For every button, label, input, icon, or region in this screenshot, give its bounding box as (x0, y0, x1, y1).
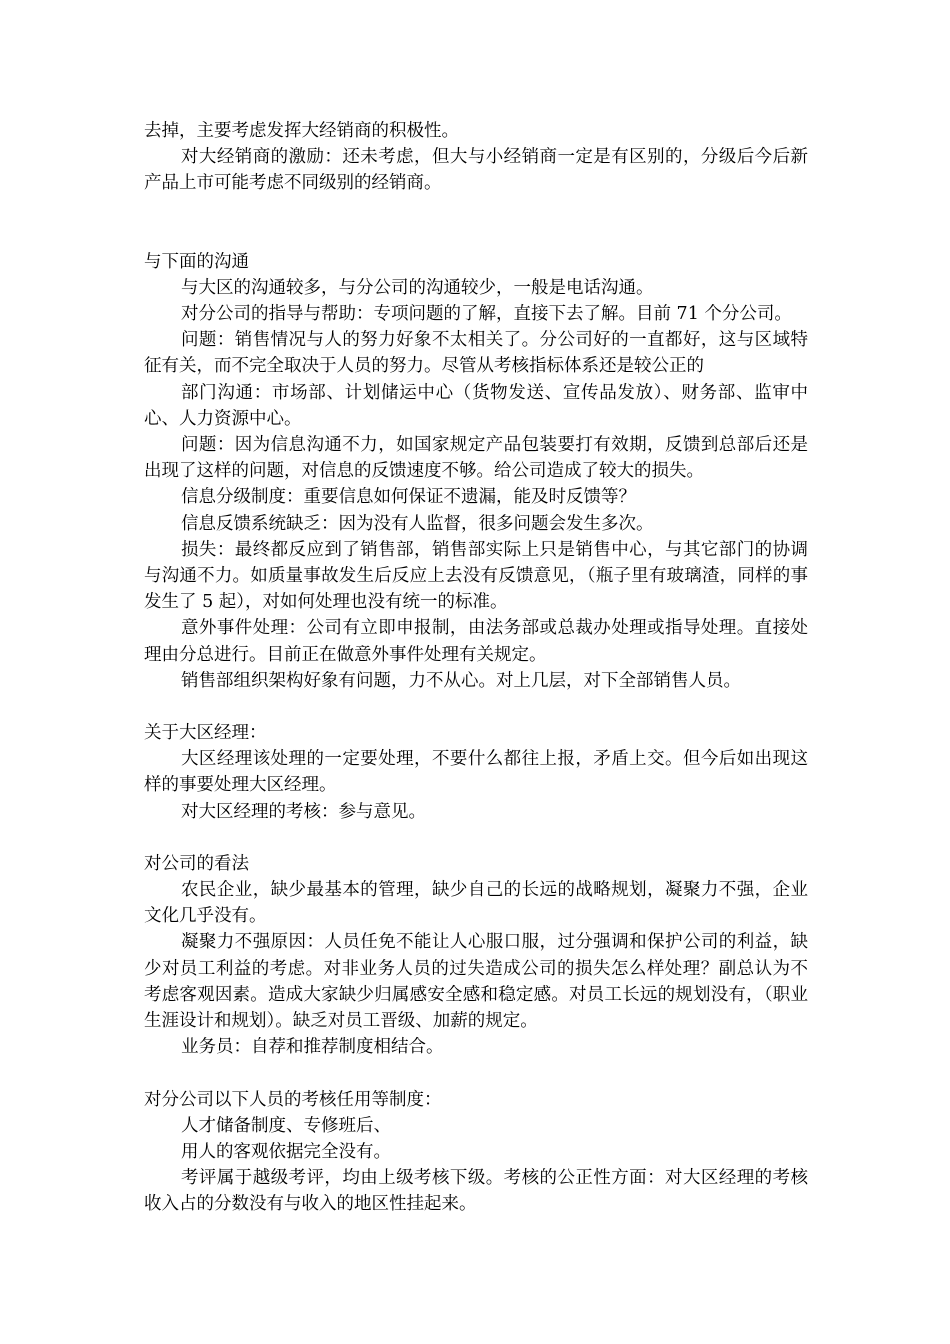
paragraph: 损失：最终都反应到了销售部，销售部实际上只是销售中心，与其它部门的协调与沟通不力。如质量事故发生后反应上去没有反馈意见，（瓶子里有玻璃渣，同样的事发生了 5 起），对如何处理也没有统一的标准。 (144, 539, 808, 613)
paragraph: 业务员：自荐和推荐制度相结合。 (181, 1037, 444, 1058)
paragraph: 部门沟通：市场部、计划储运中心（货物发送、宣传品发放）、财务部、监审中心、人力资源中心。 (144, 382, 808, 429)
paragraph: 对大经销商的激励：还未考虑，但大与小经销商一定是有区别的，分级后今后新产品上市可能考虑不同级别的经销商。 (144, 147, 808, 194)
paragraph: 考评属于越级考评，均由上级考核下级。考核的公正性方面：对大区经理的考核收入占的分数没有与收入的地区性挂起来。 (144, 1168, 808, 1215)
paragraph: 对分公司的指导与帮助：专项问题的了解，直接下去了解。目前 71 个分公司。 (181, 304, 792, 325)
paragraph: 问题：销售情况与人的努力好象不太相关了。分公司好的一直都好，这与区域特征有关，而不完全取决于人员的努力。尽管从考核指标体系还是较公正的 (144, 330, 808, 377)
section-heading: 对分公司以下人员的考核任用等制度： (144, 1089, 442, 1110)
paragraph: 信息分级制度：重要信息如何保证不遗漏，能及时反馈等？ (181, 487, 636, 508)
spacer (144, 694, 808, 720)
section-heading: 对公司的看法 (144, 853, 249, 874)
paragraph: 用人的客观依据完全没有。 (181, 1141, 391, 1162)
paragraph: 农民企业，缺少最基本的管理，缺少自己的长远的战略规划，凝聚力不强，企业文化几乎没有。 (144, 880, 808, 927)
paragraph: 问题：因为信息沟通不力，如国家规定产品包装要打有效期，反馈到总部后还是出现了这样的问题，对信息的反馈速度不够。给公司造成了较大的损失。 (144, 435, 808, 482)
paragraph: 与大区的沟通较多，与分公司的沟通较少，一般是电话沟通。 (181, 277, 654, 298)
paragraph: 人才储备制度、专修班后、 (181, 1115, 391, 1136)
document-page (144, 118, 808, 1218)
paragraph: 凝聚力不强原因：人员任免不能让人心服口服，过分强调和保护公司的利益，缺少对员工利益的考虑。对非业务人员的过失造成公司的损失怎么样处理？副总认为不考虑客观因素。造成大家缺少归属感安全感和稳定感。对员工长远的规划没有，（职业生涯设计和规划）。缺乏对员工晋级、加薪的规定。 (144, 932, 808, 1032)
spacer (144, 1061, 808, 1087)
section-heading: 与下面的沟通 (144, 251, 249, 272)
paragraph: 信息反馈系统缺乏：因为没有人监督，很多问题会发生多次。 (181, 513, 654, 534)
paragraph: 去掉，主要考虑发挥大经销商的积极性。 (144, 121, 459, 141)
paragraph: 对大区经理的考核：参与意见。 (181, 801, 426, 822)
section-heading: 关于大区经理： (144, 723, 267, 744)
paragraph: 大区经理该处理的一定要处理，不要什么都往上报，矛盾上交。但今后如出现这样的事要处理大区经理。 (144, 749, 808, 796)
spacer (144, 197, 808, 249)
spacer (144, 825, 808, 851)
paragraph: 销售部组织架构好象有问题，力不从心。对上几层，对下全部销售人员。 (181, 670, 741, 691)
paragraph: 意外事件处理：公司有立即申报制，由法务部或总裁办处理或指导处理。直接处理由分总进行。目前正在做意外事件处理有关规定。 (144, 618, 808, 665)
